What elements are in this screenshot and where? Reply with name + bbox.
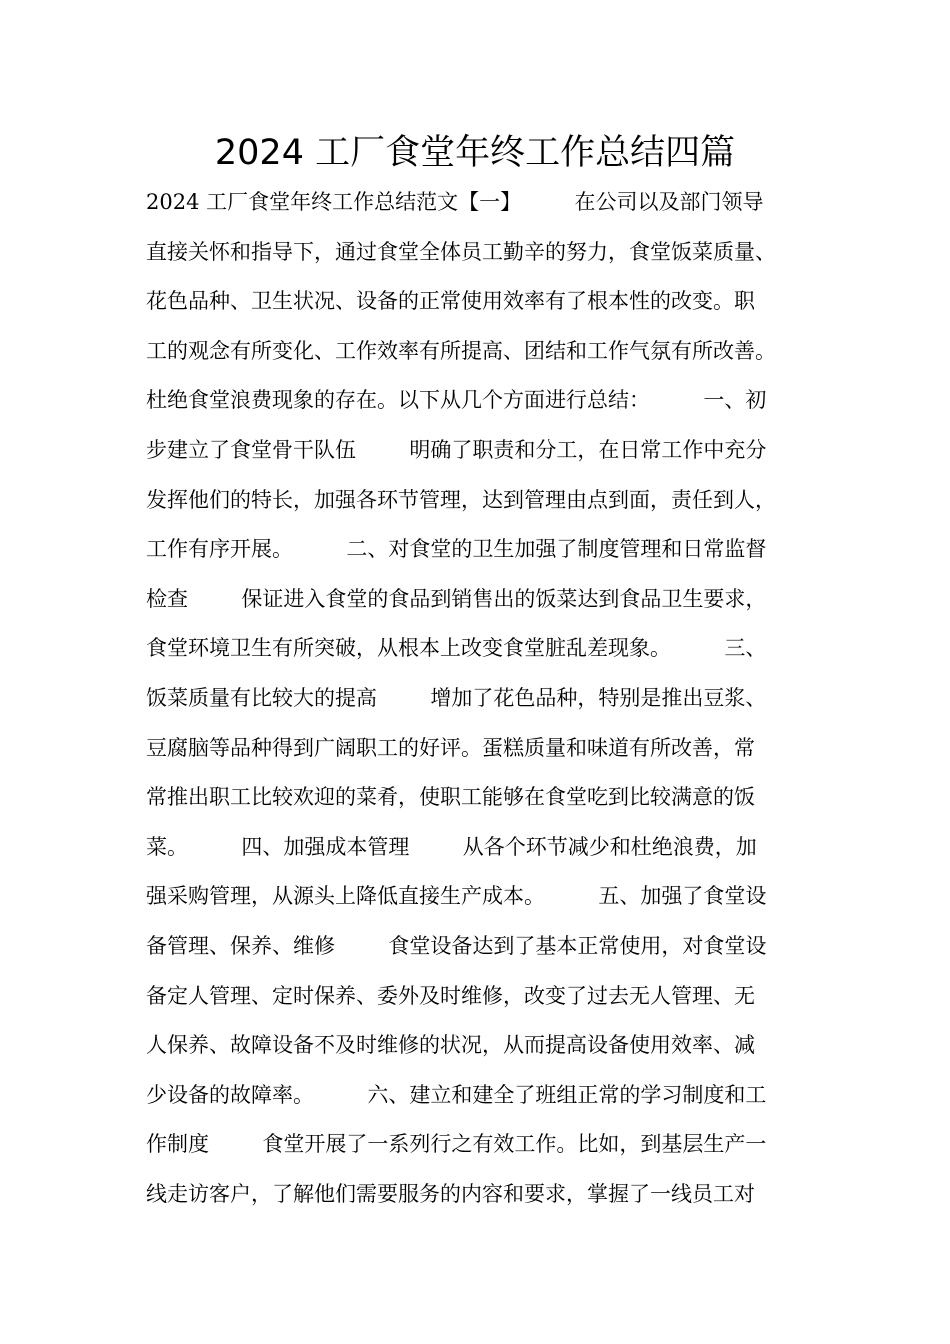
body-line: 备定人管理、定时保养、委外及时维修，改变了过去无人管理、无 xyxy=(146,983,755,1008)
body-line: 常推出职工比较欢迎的菜肴，使职工能够在食堂吃到比较满意的饭 xyxy=(146,785,755,810)
body-line: 工作有序开展。 二、对食堂的卫生加强了制度管理和日常监督 xyxy=(146,537,767,562)
body-line: 花色品种、卫生状况、设备的正常使用效率有了根本性的改变。职 xyxy=(146,289,755,314)
body-line: 豆腐脑等品种得到广阔职工的好评。蛋糕质量和味道有所改善，常 xyxy=(146,735,755,760)
body-line: 检查 保证进入食堂的食品到销售出的饭菜达到食品卫生要求， xyxy=(146,586,767,611)
body-line: 备管理、保养、维修 食堂设备达到了基本正常使用，对食堂设 xyxy=(146,933,767,958)
body-line: 饭菜质量有比较大的提高 增加了花色品种，特别是推出豆浆、 xyxy=(146,685,767,710)
body-line: 菜。 四、加强成本管理 从各个环节减少和杜绝浪费，加 xyxy=(146,834,757,859)
body-line: 杜绝食堂浪费现象的存在。以下从几个方面进行总结： 一、初 xyxy=(146,388,767,413)
document-title: 2024 工厂食堂年终工作总结四篇 xyxy=(214,133,736,173)
body-line: 少设备的故障率。 六、建立和建全了班组正常的学习制度和工 xyxy=(146,1082,767,1107)
body-line: 线走访客户，了解他们需要服务的内容和要求，掌握了一线员工对 xyxy=(146,1181,755,1206)
body-line: 人保养、故障设备不及时维修的状况，从而提高设备使用效率、减 xyxy=(146,1033,755,1058)
body-line: 食堂环境卫生有所突破，从根本上改变食堂脏乱差现象。 三、 xyxy=(146,636,767,661)
body-line: 直接关怀和指导下，通过食堂全体员工勤辛的努力，食堂饭菜质量、 xyxy=(146,239,776,264)
body-line: 工的观念有所变化、工作效率有所提高、团结和工作气氛有所改善。 xyxy=(146,338,776,363)
body-line: 强采购管理，从源头上降低直接生产成本。 五、加强了食堂设 xyxy=(146,884,767,909)
body-line: 发挥他们的特长，加强各环节管理，达到管理由点到面，责任到人， xyxy=(146,487,776,512)
body-line: 步建立了食堂骨干队伍 明确了职责和分工，在日常工作中充分 xyxy=(146,437,767,462)
body-line: 2024 工厂食堂年终工作总结范文【一】 在公司以及部门领导 xyxy=(146,190,764,214)
body-line: 作制度 食堂开展了一系列行之有效工作。比如，到基层生产一 xyxy=(146,1132,767,1157)
document-body xyxy=(146,178,836,1219)
